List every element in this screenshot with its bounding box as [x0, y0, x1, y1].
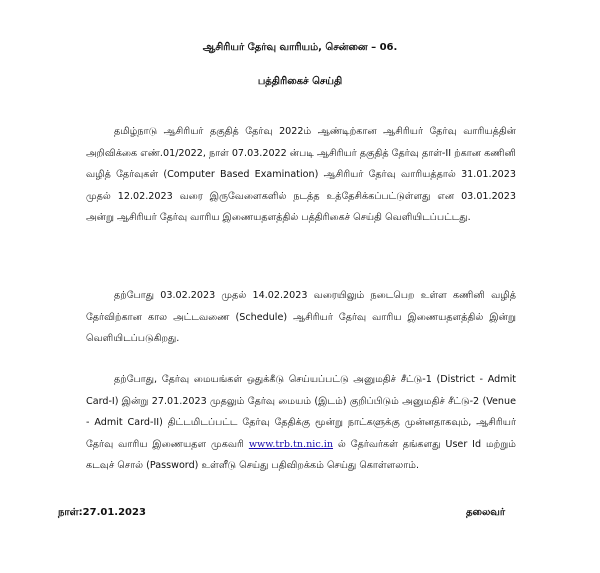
paragraph-1-text: தமிழ்நாடு ஆசிரியர் தகுதித் தேர்வு 2022ம் ஆண்டிற்கான ஆசிரியர் தேர்வு வாரியத்தின் அறிவிக்கை எண்.01/2022, நாள் 07.03.2022 ன்படி ஆசிரியர் தகுதித் தேர்வு தாள்-II ற்கான கணினி வழித் தேர்வுகள் (Computer Based Examination) ஆசிரியர் தேர்வு வாரியத்தால் 31.01.2023 முதல் 12.02.2023 வரை இருவேளைகளில் நடத்த உத்தேசிக்கப்பட்டுள்ளது என 03.01.2023 அன்று ஆசிரியர் தேர்வு வாரிய இணையதளத்தில் பத்திரிகைச் செய்தி வெளியிடப்பட்டது. — [86, 126, 516, 223]
paragraph-1 — [86, 121, 516, 229]
page-title: ஆசிரியர் தேர்வு வாரியம், சென்னை – 06. — [202, 42, 398, 53]
paragraph-3 — [86, 369, 516, 477]
signatory: தலைவர் — [466, 507, 506, 518]
paragraph-2 — [86, 285, 516, 350]
paragraph-3-text-before-link: தற்போது, தேர்வு மையங்கள் ஒதுக்கீடு செய்யப்பட்டு அனுமதிச் சீட்டு-1 (District - Admit Card-I) இன்று 27.01.2023 முதலும் தேர்வு மையம் (இடம்) குறிப்பிடும் அனுமதிச் சீட்டு-2 (Venue - Admit Card-II) திட்டமிடப்பட்ட தேர்வு தேதிக்கு மூன்று நாட்களுக்கு முன்னதாகவும், ஆசிரியர் தேர்வு வாரிய இணையதள முகவரி — [86, 374, 516, 450]
page-subtitle: பத்திரிகைச் செய்தி — [257, 76, 343, 87]
trb-website-link[interactable]: www.trb.tn.nic.in — [248, 438, 334, 450]
release-date: நாள்:27.01.2023 — [58, 507, 146, 518]
paragraph-3-text-after-link: ல் தேர்வர்கள் தங்களது User Id மற்றும் கடவுச் சொல் (Password) உள்ளீடு செய்து பதிவிறக்கம் செய்து கொள்ளலாம். — [86, 438, 516, 471]
paragraph-2-text: தற்போது 03.02.2023 முதல் 14.02.2023 வரையிலும் நடைபெற உள்ள கணினி வழித் தேர்விற்கான கால அட்டவணை (Schedule) ஆசிரியர் தேர்வு வாரிய இணையதளத்தில் இன்று வெளியிடப்படுகிறது. — [86, 290, 516, 344]
